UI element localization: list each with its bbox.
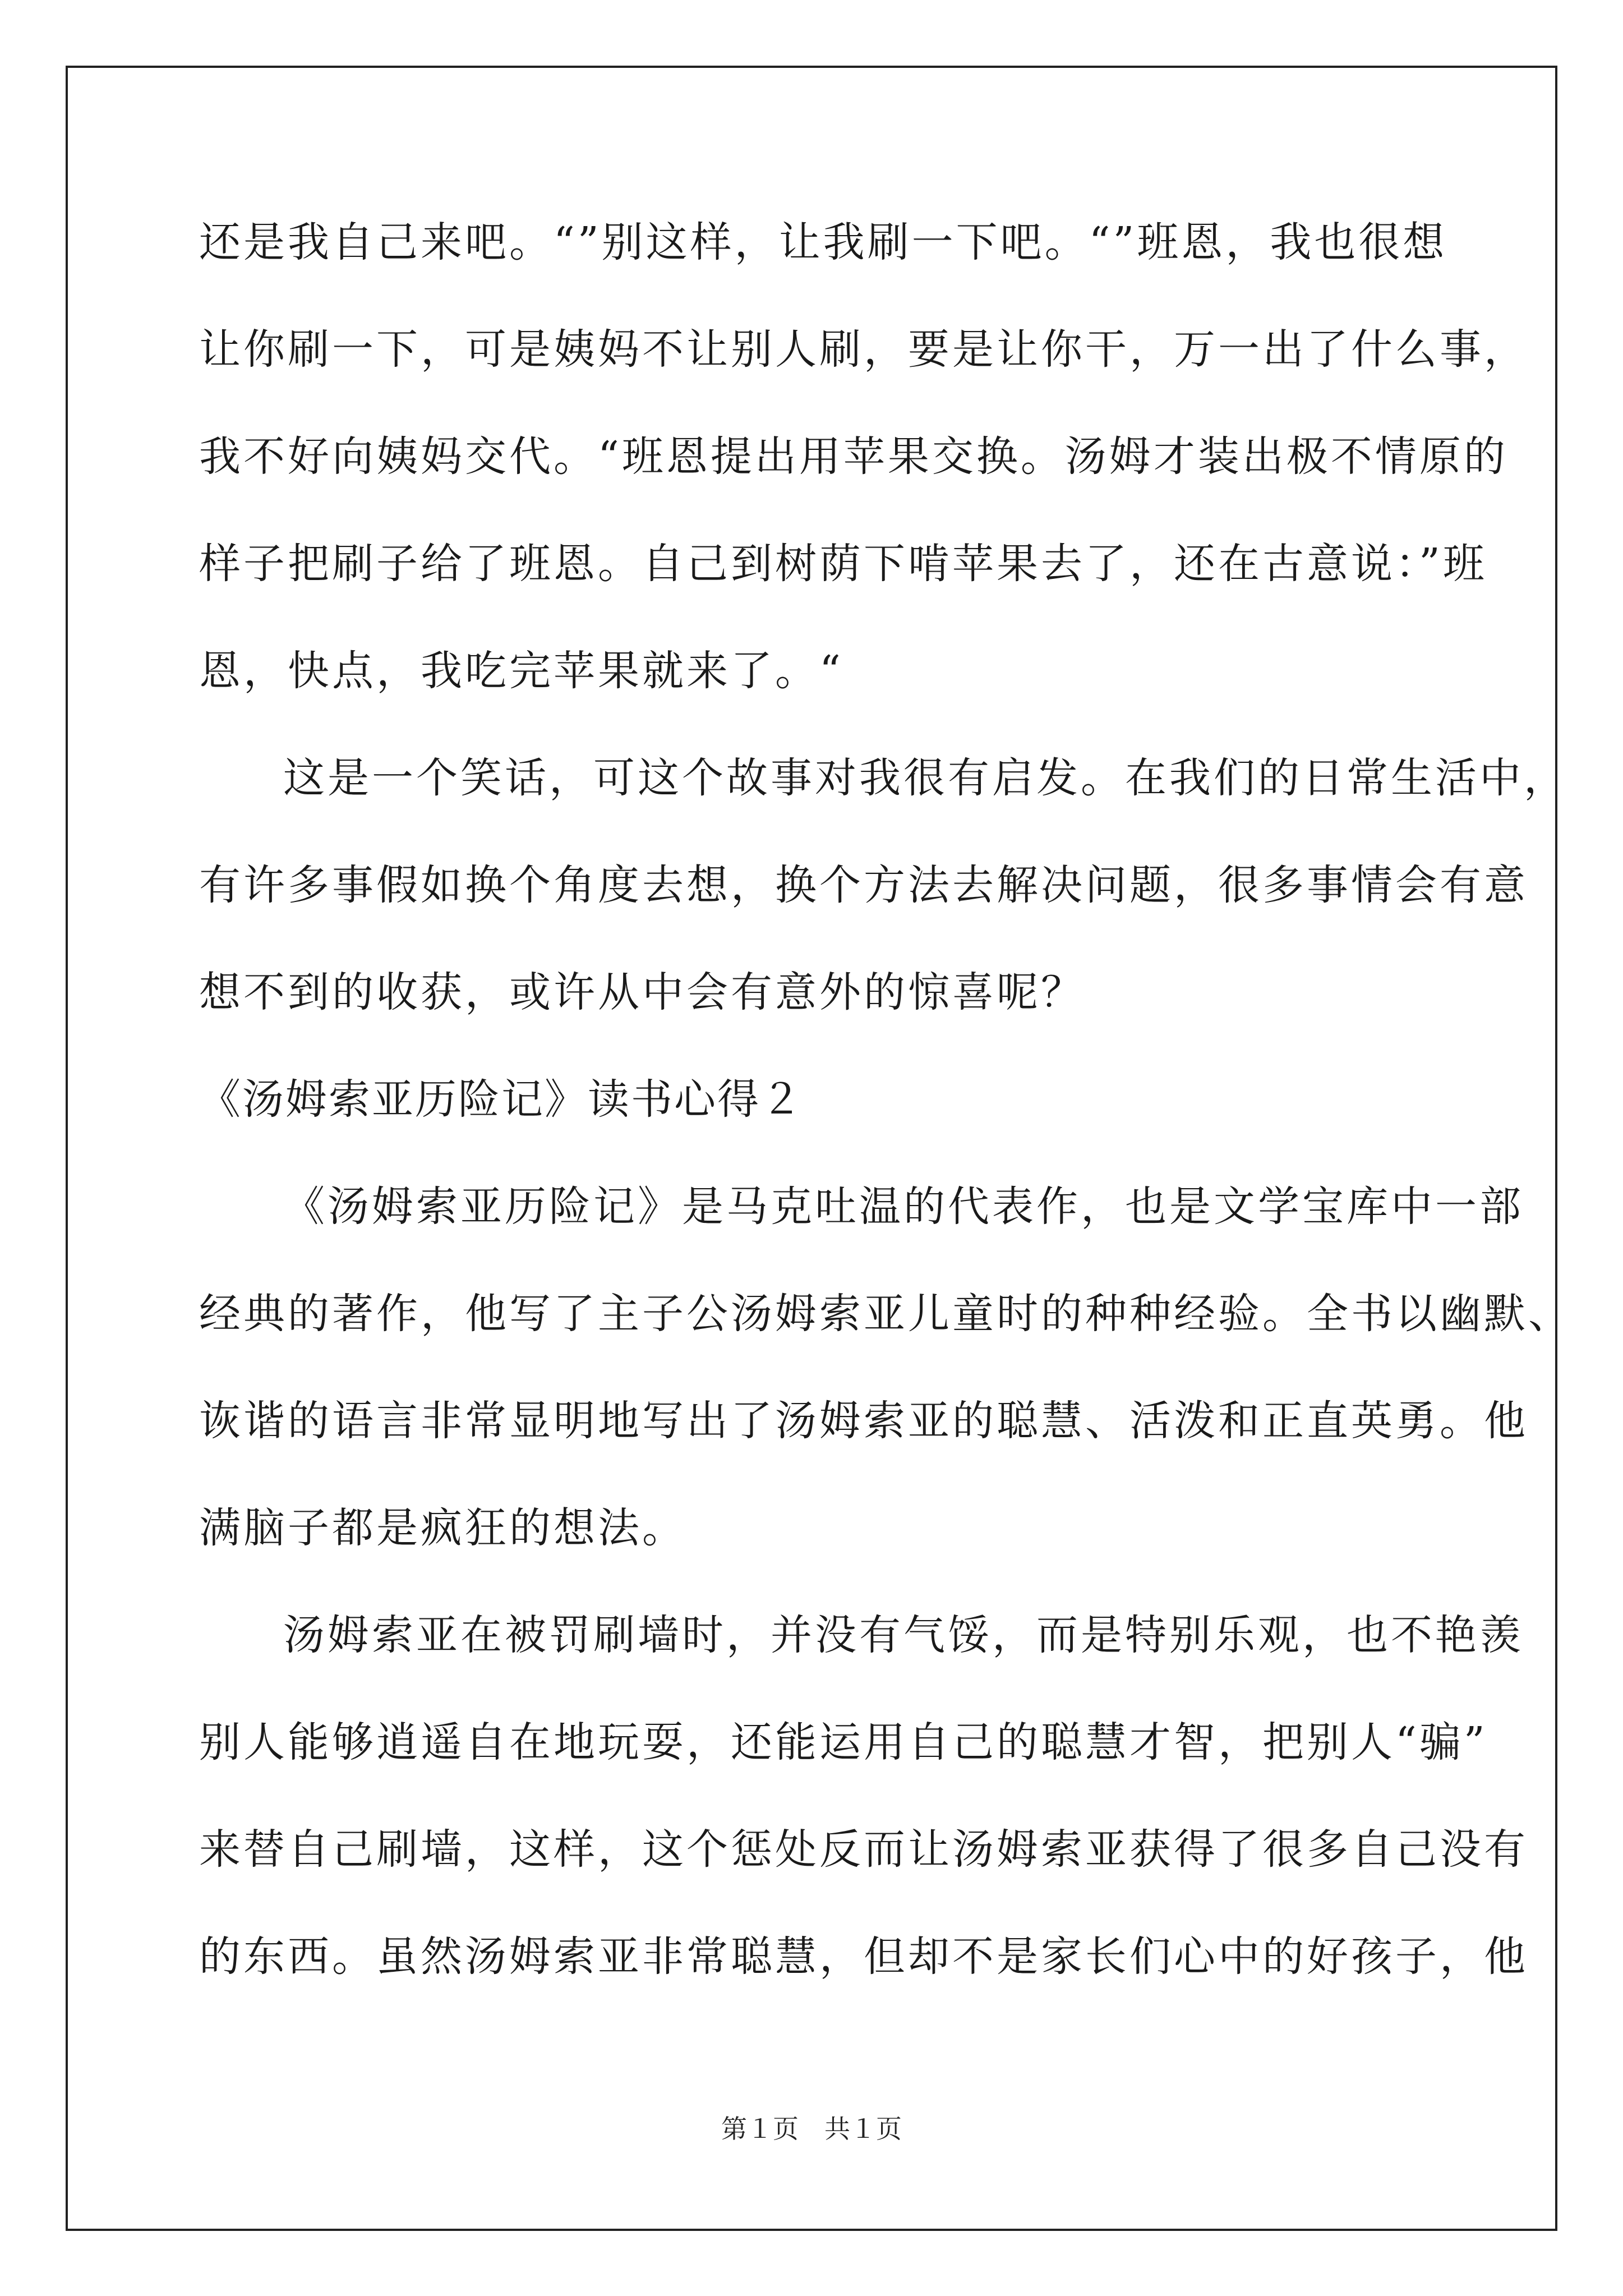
text-line: 还是我自己来吧。“”别这样，让我刷一下吧。“”班恩，我也很想 — [199, 218, 1447, 266]
text-line: 样子把刷子给了班恩。自己到树荫下啃苹果去了，还在古意说：”班 — [199, 540, 1487, 588]
section-heading: 《汤姆索亚历险记》读书心得２ — [199, 1075, 804, 1124]
paragraph-start-line: 《汤姆索亚历险记》是马克吐温的代表作，也是文学宝库中一部 — [283, 1182, 1524, 1231]
text-line: 别人能够逍遥自在地玩耍，还能运用自己的聪慧才智，把别人“骗” — [199, 1718, 1488, 1766]
text-line: 的东西。虽然汤姆索亚非常聪慧，但却不是家长们心中的好孩子，他 — [199, 1932, 1528, 1981]
text-line: 来替自己刷墙，这样，这个惩处反而让汤姆索亚获得了很多自己没有 — [199, 1825, 1528, 1874]
page-footer: 第１页 共１页 — [721, 2114, 902, 2144]
text-line: 满脑子都是疯狂的想法。 — [199, 1504, 686, 1552]
paragraph-start-line: 汤姆索亚在被罚刷墙时，并没有气馁，而是特别乐观，也不艳羡 — [283, 1611, 1524, 1659]
text-line: 恩，快点，我吃完苹果就来了。“ — [199, 647, 843, 695]
document-body — [199, 214, 1573, 2036]
paragraph-start-line: 这是一个笑话，可这个故事对我很有启发。在我们的日常生活中， — [283, 754, 1568, 802]
text-line: 诙谐的语言非常显明地写出了汤姆索亚的聪慧、活泼和正直英勇。他 — [199, 1397, 1528, 1445]
text-line: 经典的著作，他写了主子公汤姆索亚儿童时的种种经验。全书以幽默、 — [199, 1290, 1573, 1338]
text-line: 让你刷一下，可是姨妈不让别人刷，要是让你干，万一出了什么事， — [199, 325, 1528, 374]
text-line: 有许多事假如换个角度去想，换个方法去解决问题，很多事情会有意 — [199, 861, 1528, 909]
text-line: 想不到的收获，或许从中会有意外的惊喜呢？ — [199, 968, 1085, 1016]
text-line: 我不好向姨妈交代。“班恩提出用苹果交换。汤姆才装出极不情原的 — [199, 432, 1508, 481]
